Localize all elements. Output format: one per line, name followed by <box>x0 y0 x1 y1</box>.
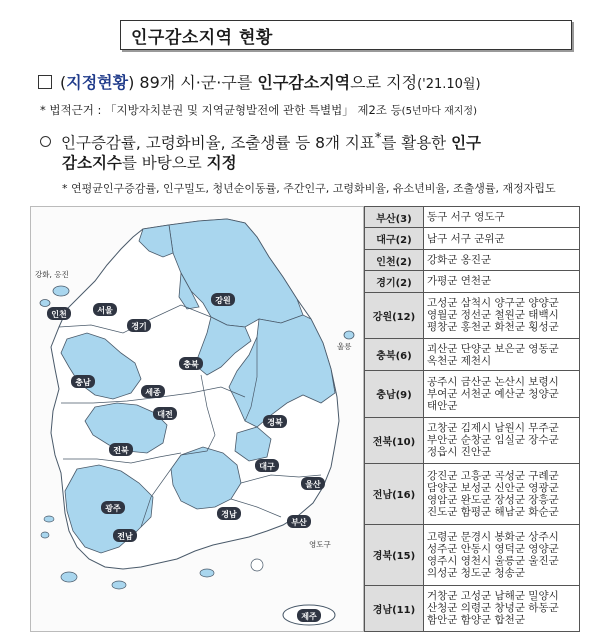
method-line2-bold2: 지정 <box>206 154 237 172</box>
label-incheon: 인천 <box>51 310 67 319</box>
region-row <box>365 292 580 338</box>
legal-basis-text: * 법적근거 : 「지방자치분권 및 지역균형발전에 관한 특별법」 제2조 등 <box>40 103 402 117</box>
label-busan: 부산 <box>291 518 307 527</box>
method-line2-bold: 감소지수 <box>62 154 122 172</box>
region-counties: 가평군 연천군 <box>424 271 580 292</box>
region-name: 부산(3) <box>365 207 424 228</box>
summary-date: ('21.10월) <box>417 77 481 92</box>
region-name: 경기(2) <box>365 271 424 292</box>
label-chungnam: 충남 <box>75 378 91 387</box>
method-bold1: 인구 <box>451 134 482 153</box>
summary-highlight: 지정현황 <box>66 73 129 92</box>
region-row <box>365 417 580 463</box>
label-chungbuk: 충북 <box>183 360 199 369</box>
label-seoul: 서울 <box>97 306 113 315</box>
region-name: 전북(10) <box>365 417 424 463</box>
region-row <box>365 271 580 292</box>
method-part2: 를 활용한 <box>381 134 452 153</box>
region-row <box>365 228 580 249</box>
region-counties: 괴산군 단양군 보은군 영동군 옥천군 제천시 <box>424 339 580 371</box>
region-counties: 공주시 금산군 논산시 보령시 부여군 서천군 예산군 청양군 태안군 <box>424 371 580 417</box>
region-counties: 동구 서구 영도구 <box>424 207 580 228</box>
label-jeonbuk: 전북 <box>113 446 129 455</box>
label-gyeongnam: 경남 <box>221 510 237 519</box>
summary-mid: ) 89개 시·군·구를 <box>128 73 258 92</box>
island-geoje <box>251 559 263 571</box>
region-row <box>365 371 580 417</box>
label-jeju: 제주 <box>301 612 317 621</box>
method-sup: * <box>374 131 382 146</box>
island-ganghwa <box>53 286 69 296</box>
region-name: 경북(15) <box>365 524 424 585</box>
method-part1: 인구증감률, 고령화비율, 조출생률 등 8개 지표 <box>61 134 375 153</box>
region-row <box>365 585 580 632</box>
island-sinan-2 <box>41 532 49 538</box>
label-gyeonggi: 경기 <box>131 322 147 331</box>
ulleung-island <box>344 331 354 339</box>
island-sinan-1 <box>44 516 54 522</box>
label-ganghwa-ongjin: 강화, 옹진 <box>35 270 69 279</box>
label-daegu: 대구 <box>259 462 275 471</box>
label-ulleung: 울릉 <box>337 342 352 351</box>
method-line2-mid: 를 바탕으로 <box>121 154 207 172</box>
region-row <box>365 464 580 525</box>
label-ulsan: 울산 <box>305 480 321 489</box>
region-name: 경남(11) <box>365 585 424 632</box>
region-row <box>365 524 580 585</box>
island-wando <box>112 581 126 589</box>
label-gyeongbuk: 경북 <box>267 418 283 427</box>
island-namhae <box>200 569 214 577</box>
region-counties: 고창군 김제시 남원시 무주군 부안군 순창군 임실군 장수군 정읍시 진안군 <box>424 417 580 463</box>
label-gwangju: 광주 <box>105 504 121 513</box>
region-row <box>365 339 580 371</box>
page-title: 인구감소지역 현황 <box>120 20 572 50</box>
circle-bullet-icon <box>40 136 51 147</box>
indicator-list: * 연평균인구증감률, 인구밀도, 청년순이동률, 주간인구, 고령화비율, 유소년비율, 조출생률, 재정자립도 <box>62 182 556 195</box>
summary-suffix: 으로 지정 <box>350 73 418 92</box>
label-gangwon: 강원 <box>215 296 231 305</box>
summary-paren-open: ( <box>60 73 67 92</box>
method-line-2 <box>62 151 237 173</box>
summary-bold: 인구감소지역 <box>257 73 351 92</box>
region-counties: 강화군 옹진군 <box>424 249 580 270</box>
region-name: 충북(6) <box>365 339 424 371</box>
korea-map <box>30 206 364 632</box>
region-name: 인천(2) <box>365 249 424 270</box>
region-name: 충남(9) <box>365 371 424 417</box>
label-daejeon: 대전 <box>157 410 173 419</box>
region-counties: 고령군 문경시 봉화군 상주시 성주군 안동시 영덕군 영양군 영주시 영천시 울릉군 울진군 의성군 청도군 청송군 <box>424 524 580 585</box>
region-counties: 고성군 삼척시 양구군 양양군 영월군 정선군 철원군 태백시 평창군 홍천군 화천군 횡성군 <box>424 292 580 338</box>
korea-map-svg <box>31 207 365 633</box>
legal-basis-note: (5년마다 재지정) <box>401 106 477 117</box>
region-name: 대구(2) <box>365 228 424 249</box>
region-name: 강원(12) <box>365 292 424 338</box>
region-row <box>365 249 580 270</box>
label-sejong: 세종 <box>145 388 161 397</box>
label-yeongdo: 영도구 <box>309 540 331 549</box>
region-row <box>365 207 580 228</box>
legal-basis <box>40 102 477 118</box>
region-table <box>364 206 580 632</box>
designation-summary <box>38 70 481 93</box>
region-name: 전남(16) <box>365 464 424 525</box>
island-jindo <box>61 572 77 582</box>
region-counties: 남구 서구 군위군 <box>424 228 580 249</box>
region-counties: 강진군 고흥군 곡성군 구례군 담양군 보성군 신안군 영광군 영암군 완도군 장성군 장흥군 진도군 함평군 해남군 화순군 <box>424 464 580 525</box>
region-counties: 거창군 고성군 남해군 밀양시 산청군 의령군 창녕군 하동군 함안군 함양군 합천군 <box>424 585 580 632</box>
label-jeonnam: 전남 <box>117 532 133 541</box>
checkbox-bullet-icon <box>38 75 52 89</box>
island-ongjin <box>40 300 50 307</box>
